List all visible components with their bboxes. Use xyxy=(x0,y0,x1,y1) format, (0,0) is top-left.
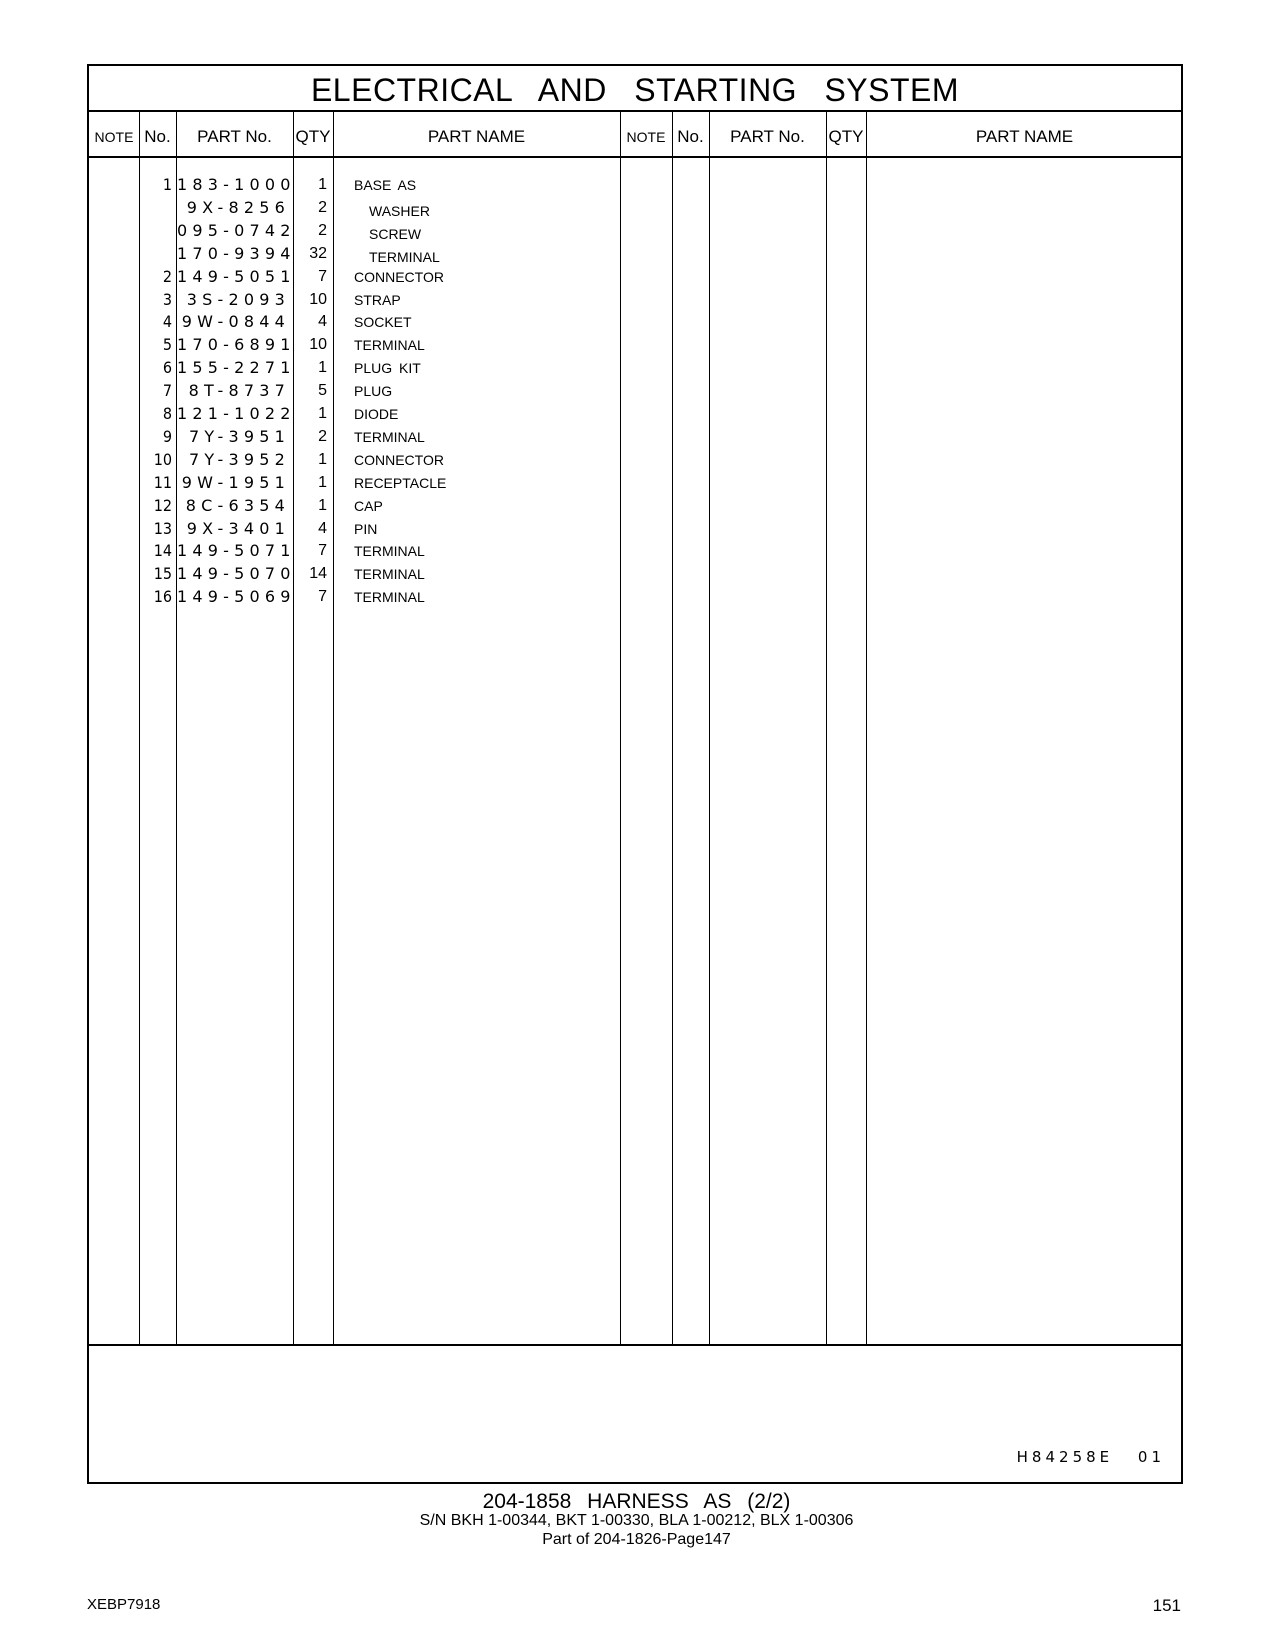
item-number: 14 xyxy=(153,541,172,561)
part-number: 7Y-3951 xyxy=(189,426,290,446)
part-number: 170-9394 xyxy=(177,243,296,263)
part-name: PLUG xyxy=(354,383,393,400)
quantity: 1 xyxy=(318,496,327,514)
quantity: 2 xyxy=(318,198,327,216)
part-name: PIN xyxy=(354,520,378,537)
quantity: 7 xyxy=(318,542,327,560)
footer-title: 204-1858 HARNESS AS (2/2) xyxy=(482,1490,791,1513)
quantity: 4 xyxy=(318,519,327,537)
quantity: 1 xyxy=(318,176,327,193)
part-number: 170-6891 xyxy=(177,335,296,355)
header-part-no: PART No. xyxy=(197,127,272,146)
table-row xyxy=(89,289,1181,311)
parts-list-frame xyxy=(87,64,1183,1484)
part-name: TERMINAL xyxy=(354,566,425,583)
item-number: 2 xyxy=(162,266,172,286)
item-number: 8 xyxy=(162,404,172,423)
header-part-no-right: PART No. xyxy=(730,127,805,146)
part-number: 155-2271 xyxy=(177,358,296,378)
table-row xyxy=(89,586,1181,608)
document-id: XEBP7918 xyxy=(87,1596,161,1613)
table-row xyxy=(89,563,1181,585)
header-no: No. xyxy=(144,127,171,146)
item-number: 3 xyxy=(162,289,172,309)
table-row xyxy=(89,174,1181,196)
quantity: 5 xyxy=(318,382,327,400)
table-row xyxy=(89,426,1181,448)
quantity: 32 xyxy=(309,244,327,262)
part-number: 8C-6354 xyxy=(185,495,290,515)
table-row xyxy=(89,266,1181,288)
table-row xyxy=(89,518,1181,540)
part-number: 8T-8737 xyxy=(188,381,290,401)
item-number xyxy=(139,197,172,219)
item-number xyxy=(139,243,172,265)
part-number: 9X-3401 xyxy=(186,518,290,538)
part-name: TERMINAL xyxy=(354,337,425,354)
header-qty: QTY xyxy=(295,127,331,146)
part-name: BASE AS xyxy=(354,177,417,193)
page-title: ELECTRICAL AND STARTING SYSTEM xyxy=(310,72,960,108)
quantity: 7 xyxy=(318,588,327,606)
header-part-name-right: PART NAME xyxy=(975,127,1074,146)
page-number: 151 xyxy=(1152,1596,1181,1615)
table-row xyxy=(89,243,1181,265)
quantity: 7 xyxy=(318,267,327,285)
item-number: 9 xyxy=(162,426,172,446)
footer-part-of: Part of 204-1826-Page147 xyxy=(542,1531,731,1548)
table-row xyxy=(89,220,1181,242)
table-row xyxy=(89,495,1181,517)
part-number: 149-5071 xyxy=(177,541,296,561)
part-name: STRAP xyxy=(354,291,401,308)
part-name: RECEPTACLE xyxy=(354,474,447,491)
part-name: WASHER xyxy=(369,202,430,219)
part-name: TERMINAL xyxy=(354,428,425,445)
part-name: TERMINAL xyxy=(354,589,425,606)
part-number: 7Y-3952 xyxy=(189,449,290,469)
quantity: 2 xyxy=(318,221,327,239)
item-number: 4 xyxy=(162,312,172,332)
table-row xyxy=(89,449,1181,471)
item-number: 6 xyxy=(162,358,172,378)
table-row xyxy=(89,334,1181,356)
table-bottom-divider xyxy=(89,1344,1181,1346)
item-number xyxy=(139,220,172,242)
part-number: 149-5070 xyxy=(177,564,296,584)
quantity: 1 xyxy=(318,473,327,491)
quantity: 14 xyxy=(309,565,327,583)
item-number: 7 xyxy=(162,381,172,401)
table-row xyxy=(89,357,1181,379)
quantity: 2 xyxy=(318,427,327,445)
table-row xyxy=(89,311,1181,333)
part-name: TERMINAL xyxy=(369,248,440,265)
item-number: 10 xyxy=(153,449,172,469)
table-row xyxy=(89,403,1181,425)
table-row xyxy=(89,472,1181,494)
part-number: 9X-8256 xyxy=(186,197,290,217)
quantity: 1 xyxy=(318,405,327,422)
part-number: 3S-2093 xyxy=(186,289,290,309)
quantity: 10 xyxy=(309,290,327,308)
item-number: 13 xyxy=(153,518,172,538)
part-name: CONNECTOR xyxy=(354,268,444,285)
item-number: 1 xyxy=(162,175,172,194)
header-note: NOTE xyxy=(94,129,134,145)
table-row xyxy=(89,197,1181,219)
quantity: 10 xyxy=(309,336,327,354)
table-row xyxy=(89,380,1181,402)
quantity: 4 xyxy=(318,313,327,331)
part-name: CONNECTOR xyxy=(354,451,444,468)
part-number: 149-5051 xyxy=(177,266,296,286)
part-name: SCREW xyxy=(369,225,422,242)
quantity: 1 xyxy=(318,450,327,468)
part-name: PLUG KIT xyxy=(354,360,421,377)
part-number: 9W-1951 xyxy=(181,472,290,492)
title-divider xyxy=(89,110,1181,112)
reference-code: H84258E 01 xyxy=(1016,1448,1165,1466)
item-number: 12 xyxy=(153,495,172,515)
table-row xyxy=(89,540,1181,562)
part-number: 095-0742 xyxy=(177,220,296,240)
part-number: 9W-0844 xyxy=(181,312,290,332)
item-number: 15 xyxy=(153,564,172,584)
part-number: 183-1000 xyxy=(177,175,296,194)
footer-serials: S/N BKH 1-00344, BKT 1-00330, BLA 1-00212, BLX 1-00306 xyxy=(419,1512,854,1529)
part-name: DIODE xyxy=(354,406,399,422)
part-number: 149-5069 xyxy=(177,587,296,607)
quantity: 1 xyxy=(318,359,327,377)
header-qty-right: QTY xyxy=(828,127,864,146)
header-no-right: No. xyxy=(677,127,704,146)
part-name: TERMINAL xyxy=(354,543,425,560)
item-number: 11 xyxy=(153,472,172,492)
header-note-right: NOTE xyxy=(626,129,666,145)
item-number: 5 xyxy=(162,335,172,355)
part-name: SOCKET xyxy=(354,314,412,331)
item-number: 16 xyxy=(153,587,172,607)
part-number: 121-1022 xyxy=(177,404,296,423)
header-part-name: PART NAME xyxy=(427,127,526,146)
part-name: CAP xyxy=(354,497,383,514)
